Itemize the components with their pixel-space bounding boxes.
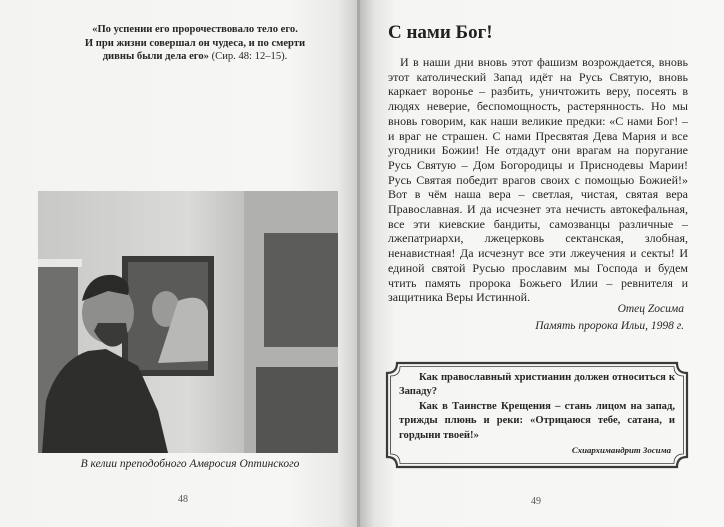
curtain-rod xyxy=(38,259,82,267)
page-number-right: 49 xyxy=(531,496,541,507)
epigraph-line: «По успении его пророчествовало тело его. xyxy=(92,24,298,35)
epigraph-quote xyxy=(40,23,350,64)
quote-box xyxy=(385,361,689,469)
epigraph-line: И при жизни совершал он чудеса, и по смерти xyxy=(84,37,306,49)
signature-author: Отец Zосима xyxy=(617,303,684,315)
body-text xyxy=(388,55,688,305)
epigraph-reference: (Сир. 48: 12–15). xyxy=(208,51,288,63)
left-page xyxy=(0,0,360,527)
epigraph-line xyxy=(40,50,350,64)
signature-occasion: Память пророка Ильи, 1998 г. xyxy=(535,320,684,332)
quote-box-text xyxy=(399,371,675,443)
chapter-title: С нами Бог! xyxy=(388,22,493,43)
box-question: Как православный христианин должен относиться к Западу? xyxy=(399,372,675,398)
box-signature: Схиархимандрит Зосима xyxy=(571,445,671,455)
body-paragraph: И в наши дни вновь этот фашизм возрождается, вновь этот католический Запад идёт на Русь Святую, вновь каркает воронье – разбить, уничтожить веру, посеять в людях неверие, беспомощность, растерянность. Но мы вновь говорим, как наши великие предки: «С нами Бог! – и враг не страшен. С нами Пресвятая Дева Мария и все угодники Божии! Не отдадут они врагам на поругание Русь Святую – Дом Богородицы и Приснодевы Марии! Русь Святая победит врагов своих с помощью Божией!» Вот в чём наша вера – светлая, чистая, святая вера Православная. И да исчезнет эта нечисть автокефальная, все эти киевские бандиты, самозванцы различные – лжепатриархи, лжецерковь сектанская, злобная, ненавистная! Да исчезнут все эти лжеучения и секты! И единой святой Русью прославим мы Господа и будем чтить память пророка Божьего Илии – ревнителя и защитника Веры Истинной. xyxy=(388,55,688,305)
signature-block xyxy=(535,301,684,335)
photo-monk-in-cell xyxy=(38,191,338,453)
icon-frame-upper xyxy=(264,233,338,347)
page-number-left: 48 xyxy=(178,494,188,505)
photo-caption: В келии преподобного Амвросия Оптинского xyxy=(80,458,300,470)
icon-frame-lower xyxy=(256,367,338,453)
box-answer: Как в Таинстве Крещения – стань лицом на запад, трижды плюнь и реки: «Отрицаюся тебе, сатана, и гордыни твоей!» xyxy=(399,400,675,441)
epigraph-line-text: дивны были дела его» xyxy=(102,51,209,63)
photo-illustration xyxy=(38,191,338,453)
